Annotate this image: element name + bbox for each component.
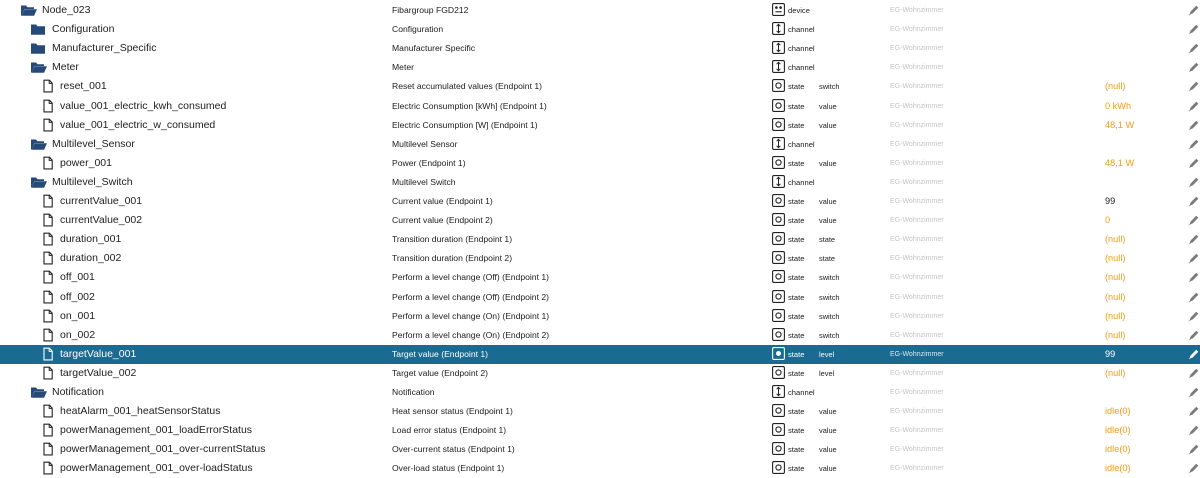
tree-row[interactable] xyxy=(0,364,1200,383)
object-type: state xyxy=(788,197,805,206)
object-id: targetValue_002 xyxy=(60,366,137,379)
state-icon xyxy=(772,307,786,326)
tree-row[interactable] xyxy=(0,97,1200,116)
file-icon xyxy=(42,116,58,135)
state-icon xyxy=(772,421,786,440)
edit-icon[interactable] xyxy=(1188,440,1200,459)
edit-icon[interactable] xyxy=(1188,364,1200,383)
object-id: on_002 xyxy=(60,328,96,341)
object-id: currentValue_002 xyxy=(60,214,143,227)
object-name: Load error status (Endpoint 1) xyxy=(392,425,507,436)
tree-row[interactable] xyxy=(0,116,1200,135)
edit-icon[interactable] xyxy=(1188,1,1200,20)
value-text: (null) xyxy=(1105,329,1126,340)
tree-row[interactable] xyxy=(0,326,1200,345)
state-icon xyxy=(772,192,786,211)
object-id: on_001 xyxy=(60,309,96,322)
object-id: powerManagement_001_over-loadStatus xyxy=(60,462,253,475)
value-text: 48,1 xyxy=(1105,157,1123,168)
file-icon xyxy=(42,459,58,478)
state-icon xyxy=(772,345,786,364)
edit-icon[interactable] xyxy=(1188,173,1200,192)
state-icon xyxy=(772,268,786,287)
object-type: state xyxy=(788,216,805,226)
object-id: currentValue_001 xyxy=(60,195,143,207)
object-id: reset_001 xyxy=(60,80,107,93)
object-value xyxy=(1105,154,1185,173)
object-role: switch xyxy=(819,292,840,302)
object-value xyxy=(1105,97,1185,116)
file-icon xyxy=(42,230,58,249)
value-text: (null) xyxy=(1105,81,1126,92)
file-icon xyxy=(42,192,58,211)
tree-row[interactable] xyxy=(0,307,1200,326)
object-name: Target value (Endpoint 1) xyxy=(392,348,489,359)
object-value xyxy=(1105,364,1185,383)
edit-icon[interactable] xyxy=(1188,383,1200,402)
object-type: state xyxy=(788,158,805,168)
value-unit: kWh xyxy=(1110,100,1132,111)
object-room: EG-Wohnzimmer xyxy=(890,331,944,339)
channel-icon xyxy=(772,135,786,154)
object-room: EG-Wohnzimmer xyxy=(890,427,944,435)
tree-row[interactable] xyxy=(0,230,1200,249)
folder-open-icon xyxy=(30,173,46,192)
object-role: value xyxy=(819,445,837,455)
value-text: idle xyxy=(1105,444,1120,455)
object-value xyxy=(1105,230,1185,249)
value-text: idle xyxy=(1105,406,1120,417)
edit-icon[interactable] xyxy=(1188,421,1200,440)
object-type: state xyxy=(788,368,805,378)
object-room: EG-Wohnzimmer xyxy=(890,159,944,167)
folder-open-icon xyxy=(30,58,46,77)
object-room: EG-Wohnzimmer xyxy=(890,121,944,129)
object-value xyxy=(1105,288,1185,307)
value-unit: (0) xyxy=(1119,463,1131,474)
object-role xyxy=(819,39,879,58)
object-name: Meter xyxy=(392,62,414,73)
object-role xyxy=(819,1,879,20)
object-value xyxy=(1105,116,1185,135)
file-icon xyxy=(42,364,58,383)
object-room: EG-Wohnzimmer xyxy=(890,408,944,416)
folder-open-icon xyxy=(30,383,46,402)
object-name: Multilevel Sensor xyxy=(392,138,458,149)
value-unit: (0) xyxy=(1119,406,1131,417)
object-id: powerManagement_001_loadErrorStatus xyxy=(60,424,253,437)
object-type: state xyxy=(788,311,805,321)
tree-row[interactable] xyxy=(0,211,1200,230)
value-text: 48,1 xyxy=(1105,119,1123,130)
object-room: EG-Wohnzimmer xyxy=(890,446,944,454)
object-role: switch xyxy=(819,311,840,321)
object-role: value xyxy=(819,158,837,168)
object-role: value xyxy=(819,216,837,226)
object-id: duration_002 xyxy=(60,252,122,265)
value-text: idle xyxy=(1105,463,1120,474)
object-value xyxy=(1105,268,1185,287)
tree-row[interactable] xyxy=(0,77,1200,96)
object-value xyxy=(1105,249,1185,268)
object-name: Current value (Endpoint 1) xyxy=(392,196,493,206)
object-type: channel xyxy=(788,25,815,35)
edit-icon[interactable] xyxy=(1188,20,1200,39)
file-icon xyxy=(42,326,58,345)
object-room: EG-Wohnzimmer xyxy=(890,369,944,377)
object-id: Configuration xyxy=(52,23,115,36)
object-id: power_001 xyxy=(60,156,112,169)
value-unit: W xyxy=(1122,157,1135,168)
object-role: value xyxy=(819,407,837,417)
object-value xyxy=(1105,440,1185,459)
value-text: (null) xyxy=(1105,272,1126,283)
object-value xyxy=(1105,211,1185,230)
object-id: value_001_electric_kwh_consumed xyxy=(60,99,227,112)
channel-icon xyxy=(772,58,786,77)
object-value xyxy=(1105,326,1185,345)
object-room: EG-Wohnzimmer xyxy=(890,45,944,53)
channel-icon xyxy=(772,383,786,402)
object-type: channel xyxy=(788,63,815,73)
folder-icon xyxy=(30,39,46,58)
object-id: Manufacturer_Specific xyxy=(52,42,157,55)
object-id: powerManagement_001_over-currentStatus xyxy=(60,443,266,456)
object-room: EG-Wohnzimmer xyxy=(890,64,944,72)
state-icon xyxy=(772,249,786,268)
value-text: (null) xyxy=(1105,367,1126,378)
object-role: state xyxy=(819,235,836,245)
edit-icon[interactable] xyxy=(1188,249,1200,268)
edit-icon[interactable] xyxy=(1188,288,1200,307)
file-icon xyxy=(42,440,58,459)
object-type: state xyxy=(788,464,805,474)
value-text: 0 xyxy=(1105,100,1111,111)
state-icon xyxy=(772,230,786,249)
object-name: Notification xyxy=(392,387,435,397)
object-type: device xyxy=(788,6,810,15)
object-name: Perform a level change (On) (Endpoint 2) xyxy=(392,329,550,340)
state-icon xyxy=(772,211,786,230)
object-name: Current value (Endpoint 2) xyxy=(392,215,493,226)
object-name: Transition duration (Endpoint 2) xyxy=(392,253,513,264)
object-type: state xyxy=(788,82,805,92)
file-icon xyxy=(42,211,58,230)
object-id: targetValue_001 xyxy=(60,347,137,360)
edit-icon[interactable] xyxy=(1188,116,1200,135)
edit-icon[interactable] xyxy=(1188,459,1200,478)
object-name: Perform a level change (Off) (Endpoint 1) xyxy=(392,272,549,283)
object-room: EG-Wohnzimmer xyxy=(890,7,944,14)
tree-row[interactable] xyxy=(0,249,1200,268)
object-id: value_001_electric_w_consumed xyxy=(60,118,216,131)
object-value xyxy=(1105,345,1185,364)
object-role xyxy=(819,135,879,154)
object-name: Target value (Endpoint 2) xyxy=(392,367,489,378)
object-room: EG-Wohnzimmer xyxy=(890,274,944,282)
file-icon xyxy=(42,345,58,364)
object-value xyxy=(1105,39,1185,58)
object-role: value xyxy=(819,120,837,130)
object-value xyxy=(1105,135,1185,154)
value-unit: (0) xyxy=(1119,444,1131,455)
object-room: EG-Wohnzimmer xyxy=(890,26,944,34)
tree-row[interactable] xyxy=(0,268,1200,287)
object-type: state xyxy=(788,330,805,340)
object-value xyxy=(1105,383,1185,402)
object-role: switch xyxy=(819,82,840,92)
value-text: 99 xyxy=(1105,196,1116,206)
edit-icon[interactable] xyxy=(1188,211,1200,230)
edit-icon[interactable] xyxy=(1188,77,1200,96)
value-text: (null) xyxy=(1105,234,1126,245)
object-role: switch xyxy=(819,273,840,283)
object-type: state xyxy=(788,426,805,436)
object-id: off_002 xyxy=(60,290,95,303)
object-room: EG-Wohnzimmer xyxy=(890,83,944,91)
tree-row[interactable] xyxy=(0,288,1200,307)
value-text: (null) xyxy=(1105,291,1126,302)
object-name: Over-load status (Endpoint 1) xyxy=(392,463,505,474)
object-id: off_001 xyxy=(60,271,95,284)
tree-row[interactable] xyxy=(0,58,1200,77)
object-value xyxy=(1105,173,1185,192)
file-icon xyxy=(42,307,58,326)
object-name: Power (Endpoint 1) xyxy=(392,157,466,168)
object-role xyxy=(819,58,879,77)
tree-row[interactable] xyxy=(0,39,1200,58)
tree-row[interactable] xyxy=(0,135,1200,154)
tree-row[interactable] xyxy=(0,154,1200,173)
object-role: value xyxy=(819,426,837,436)
object-room: EG-Wohnzimmer xyxy=(890,293,944,301)
object-room: EG-Wohnzimmer xyxy=(890,102,944,110)
object-id: Node_023 xyxy=(42,4,91,16)
value-text: (null) xyxy=(1105,253,1126,264)
object-role: value xyxy=(819,101,837,111)
object-room: EG-Wohnzimmer xyxy=(890,350,944,358)
object-type: state xyxy=(788,120,805,130)
edit-icon[interactable] xyxy=(1188,58,1200,77)
object-value xyxy=(1105,1,1185,20)
object-name: Electric Consumption [W] (Endpoint 1) xyxy=(392,119,538,130)
object-room: EG-Wohnzimmer xyxy=(890,465,944,473)
folder-icon xyxy=(30,20,46,39)
object-room: EG-Wohnzimmer xyxy=(890,140,944,148)
edit-icon[interactable] xyxy=(1188,230,1200,249)
file-icon xyxy=(42,97,58,116)
state-icon xyxy=(772,440,786,459)
object-name: Manufacturer Specific xyxy=(392,43,476,54)
edit-icon[interactable] xyxy=(1188,268,1200,287)
object-value xyxy=(1105,307,1185,326)
object-role xyxy=(819,20,879,39)
object-role xyxy=(819,173,879,192)
file-icon xyxy=(42,154,58,173)
object-value xyxy=(1105,77,1185,96)
tree-row[interactable] xyxy=(0,20,1200,39)
state-icon xyxy=(772,459,786,478)
object-id: Meter xyxy=(52,61,79,74)
object-role xyxy=(819,383,879,402)
object-name: Reset accumulated values (Endpoint 1) xyxy=(392,81,542,92)
tree-row[interactable] xyxy=(0,440,1200,459)
object-type: state xyxy=(788,292,805,302)
object-role: value xyxy=(819,464,837,474)
object-room: EG-Wohnzimmer xyxy=(890,255,944,263)
edit-icon[interactable] xyxy=(1188,135,1200,154)
tree-row[interactable] xyxy=(0,1,1200,20)
folder-open-icon xyxy=(30,135,46,154)
object-type: channel xyxy=(788,139,815,149)
tree-row[interactable] xyxy=(0,383,1200,402)
object-room: EG-Wohnzimmer xyxy=(890,312,944,320)
file-icon xyxy=(42,268,58,287)
object-value xyxy=(1105,192,1185,211)
file-icon xyxy=(42,249,58,268)
file-icon xyxy=(42,288,58,307)
object-value xyxy=(1105,421,1185,440)
object-value xyxy=(1105,20,1185,39)
channel-icon xyxy=(772,20,786,39)
file-icon xyxy=(42,402,58,421)
object-type: state xyxy=(788,273,805,283)
edit-icon[interactable] xyxy=(1188,326,1200,345)
object-type: state xyxy=(788,101,805,111)
object-name: Perform a level change (On) (Endpoint 1) xyxy=(392,310,550,321)
object-type: channel xyxy=(788,388,815,397)
object-id: Notification xyxy=(52,386,104,398)
channel-icon xyxy=(772,39,786,58)
state-icon xyxy=(772,326,786,345)
object-type: state xyxy=(788,407,805,417)
object-room: EG-Wohnzimmer xyxy=(890,198,944,205)
object-room: EG-Wohnzimmer xyxy=(890,389,944,396)
edit-icon[interactable] xyxy=(1188,307,1200,326)
object-name: Electric Consumption [kWh] (Endpoint 1) xyxy=(392,100,547,111)
edit-icon[interactable] xyxy=(1188,192,1200,211)
object-name: Over-current status (Endpoint 1) xyxy=(392,444,515,455)
state-icon xyxy=(772,77,786,96)
value-text: (null) xyxy=(1105,310,1126,321)
object-id: Multilevel_Sensor xyxy=(52,137,135,150)
object-value xyxy=(1105,402,1185,421)
tree-row[interactable] xyxy=(0,459,1200,478)
object-id: heatAlarm_001_heatSensorStatus xyxy=(60,405,221,418)
object-name: Perform a level change (Off) (Endpoint 2) xyxy=(392,291,549,302)
tree-row[interactable] xyxy=(0,173,1200,192)
object-type: state xyxy=(788,349,805,359)
object-type: channel xyxy=(788,177,815,187)
object-type: state xyxy=(788,235,805,245)
object-room: EG-Wohnzimmer xyxy=(890,178,944,186)
object-name: Fibargroup FGD212 xyxy=(392,5,469,15)
edit-icon[interactable] xyxy=(1188,97,1200,116)
tree-row[interactable] xyxy=(0,345,1200,364)
object-role: level xyxy=(819,349,835,359)
tree-row[interactable] xyxy=(0,192,1200,211)
state-icon xyxy=(772,364,786,383)
edit-icon[interactable] xyxy=(1188,402,1200,421)
value-text: 0 xyxy=(1105,215,1111,226)
object-id: Multilevel_Switch xyxy=(52,175,133,188)
edit-icon[interactable] xyxy=(1188,154,1200,173)
state-icon xyxy=(772,288,786,307)
object-type: state xyxy=(788,445,805,455)
object-role: state xyxy=(819,254,836,264)
value-unit: (0) xyxy=(1119,425,1131,436)
tree-row[interactable] xyxy=(0,402,1200,421)
device-icon xyxy=(772,1,786,20)
object-room: EG-Wohnzimmer xyxy=(890,236,944,244)
object-role: level xyxy=(819,368,835,378)
object-type: channel xyxy=(788,44,815,54)
value-text: idle xyxy=(1105,425,1120,436)
object-value xyxy=(1105,459,1185,478)
edit-icon[interactable] xyxy=(1188,39,1200,58)
object-name: Transition duration (Endpoint 1) xyxy=(392,234,513,245)
value-unit: W xyxy=(1122,119,1135,130)
object-room: EG-Wohnzimmer xyxy=(890,217,944,225)
object-name: Configuration xyxy=(392,24,444,35)
state-icon xyxy=(772,402,786,421)
folder-open-icon xyxy=(20,1,36,20)
file-icon xyxy=(42,421,58,440)
object-role: switch xyxy=(819,330,840,340)
object-id: duration_001 xyxy=(60,233,122,246)
state-icon xyxy=(772,116,786,135)
value-text: 99 xyxy=(1105,348,1116,359)
channel-icon xyxy=(772,173,786,192)
edit-icon[interactable] xyxy=(1188,345,1200,364)
object-value xyxy=(1105,58,1185,77)
object-name: Multilevel Switch xyxy=(392,176,456,187)
object-name: Heat sensor status (Endpoint 1) xyxy=(392,406,513,417)
state-icon xyxy=(772,154,786,173)
tree-row[interactable] xyxy=(0,421,1200,440)
object-role: value xyxy=(819,197,837,206)
object-type: state xyxy=(788,254,805,264)
state-icon xyxy=(772,97,786,116)
file-icon xyxy=(42,77,58,96)
